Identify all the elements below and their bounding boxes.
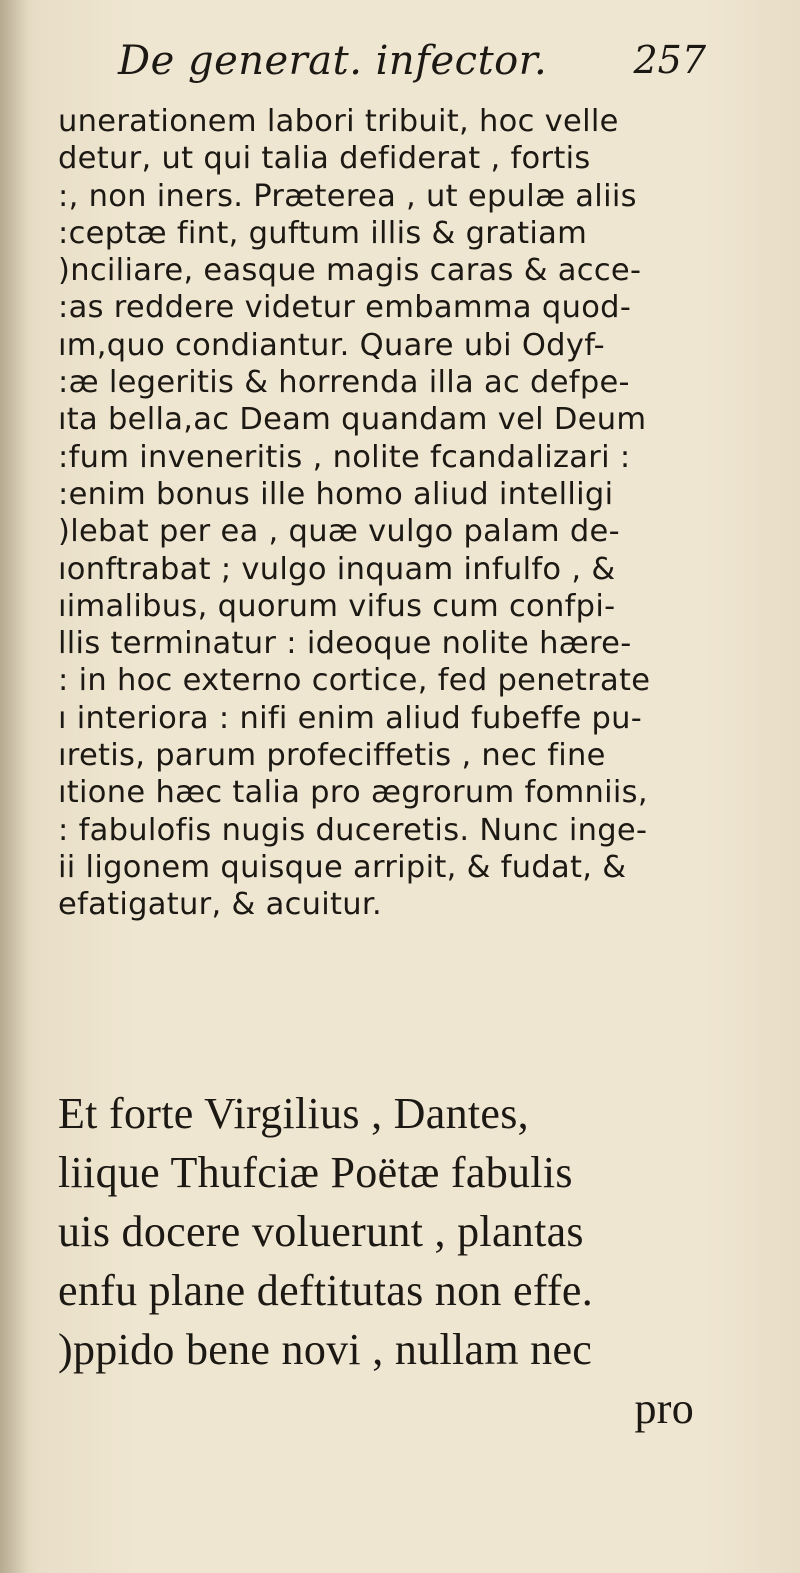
text-line: ı interiora : nifi enim aliud fubeffe pu- bbox=[58, 700, 643, 736]
text-line: )ppido bene novi , nullam nec bbox=[58, 1325, 593, 1374]
text-line: ım,quo condiantur. Quare ubi Odyf- bbox=[58, 327, 605, 363]
text-line: : fabulofis nugis duceretis. Nunc inge- bbox=[58, 812, 648, 848]
text-line: llis terminatur : ideoque nolite hære- bbox=[58, 626, 632, 662]
text-line: detur, ut qui talia defiderat , fortis bbox=[58, 141, 591, 177]
text-line: :ceptæ fint, guftum illis & gratiam bbox=[58, 215, 588, 251]
text-line: ıonftrabat ; vulgo inquam infulfo , & bbox=[58, 551, 616, 587]
page-number: 257 bbox=[633, 38, 706, 82]
text-line: :, non iners. Præterea , ut epulæ aliis bbox=[58, 178, 637, 214]
small-type-paragraph bbox=[58, 103, 778, 924]
text-line: )lebat per ea , quæ vulgo palam de- bbox=[58, 514, 620, 550]
text-line: efatigatur, & acuitur. bbox=[58, 887, 382, 923]
text-line: ıtione hæc talia pro ægrorum fomniis, bbox=[58, 775, 648, 811]
text-line: )nciliare, easque magis caras & acce- bbox=[58, 253, 642, 289]
text-line: enfu plane deftitutas non effe. bbox=[58, 1266, 594, 1315]
text-line: : in hoc externo cortice, fed penetrate bbox=[58, 663, 651, 699]
text-line: unerationem labori tribuit, hoc velle bbox=[58, 104, 619, 139]
large-type-paragraph bbox=[58, 1084, 778, 1438]
page-header bbox=[118, 38, 718, 98]
text-line: :as reddere videtur embamma quod- bbox=[58, 290, 632, 326]
text-line: Et forte Virgilius , Dantes, bbox=[58, 1089, 529, 1138]
text-line: uis docere voluerunt , plantas bbox=[58, 1207, 584, 1256]
gutter-shadow bbox=[0, 0, 28, 1573]
text-line: ıta bella,ac Deam quandam vel Deum bbox=[58, 402, 647, 438]
text-line: ıimalibus, quorum vifus cum confpi- bbox=[58, 588, 616, 624]
text-line: ıretis, parum profeciffetis , nec fine bbox=[58, 738, 606, 774]
text-line: :enim bonus ille homo aliud intelligi bbox=[58, 476, 614, 512]
text-line: ii ligonem quisque arripit, & fudat, & bbox=[58, 849, 627, 885]
catchword: pro bbox=[634, 1384, 694, 1433]
text-line: :æ legeritis & horrenda illa ac defpe- bbox=[58, 365, 630, 401]
running-title: De generat. infector. bbox=[118, 38, 548, 84]
text-line: liique Thufciæ Poëtæ fabulis bbox=[58, 1148, 573, 1197]
text-line: :fum inveneritis , nolite fcandalizari : bbox=[58, 439, 631, 475]
